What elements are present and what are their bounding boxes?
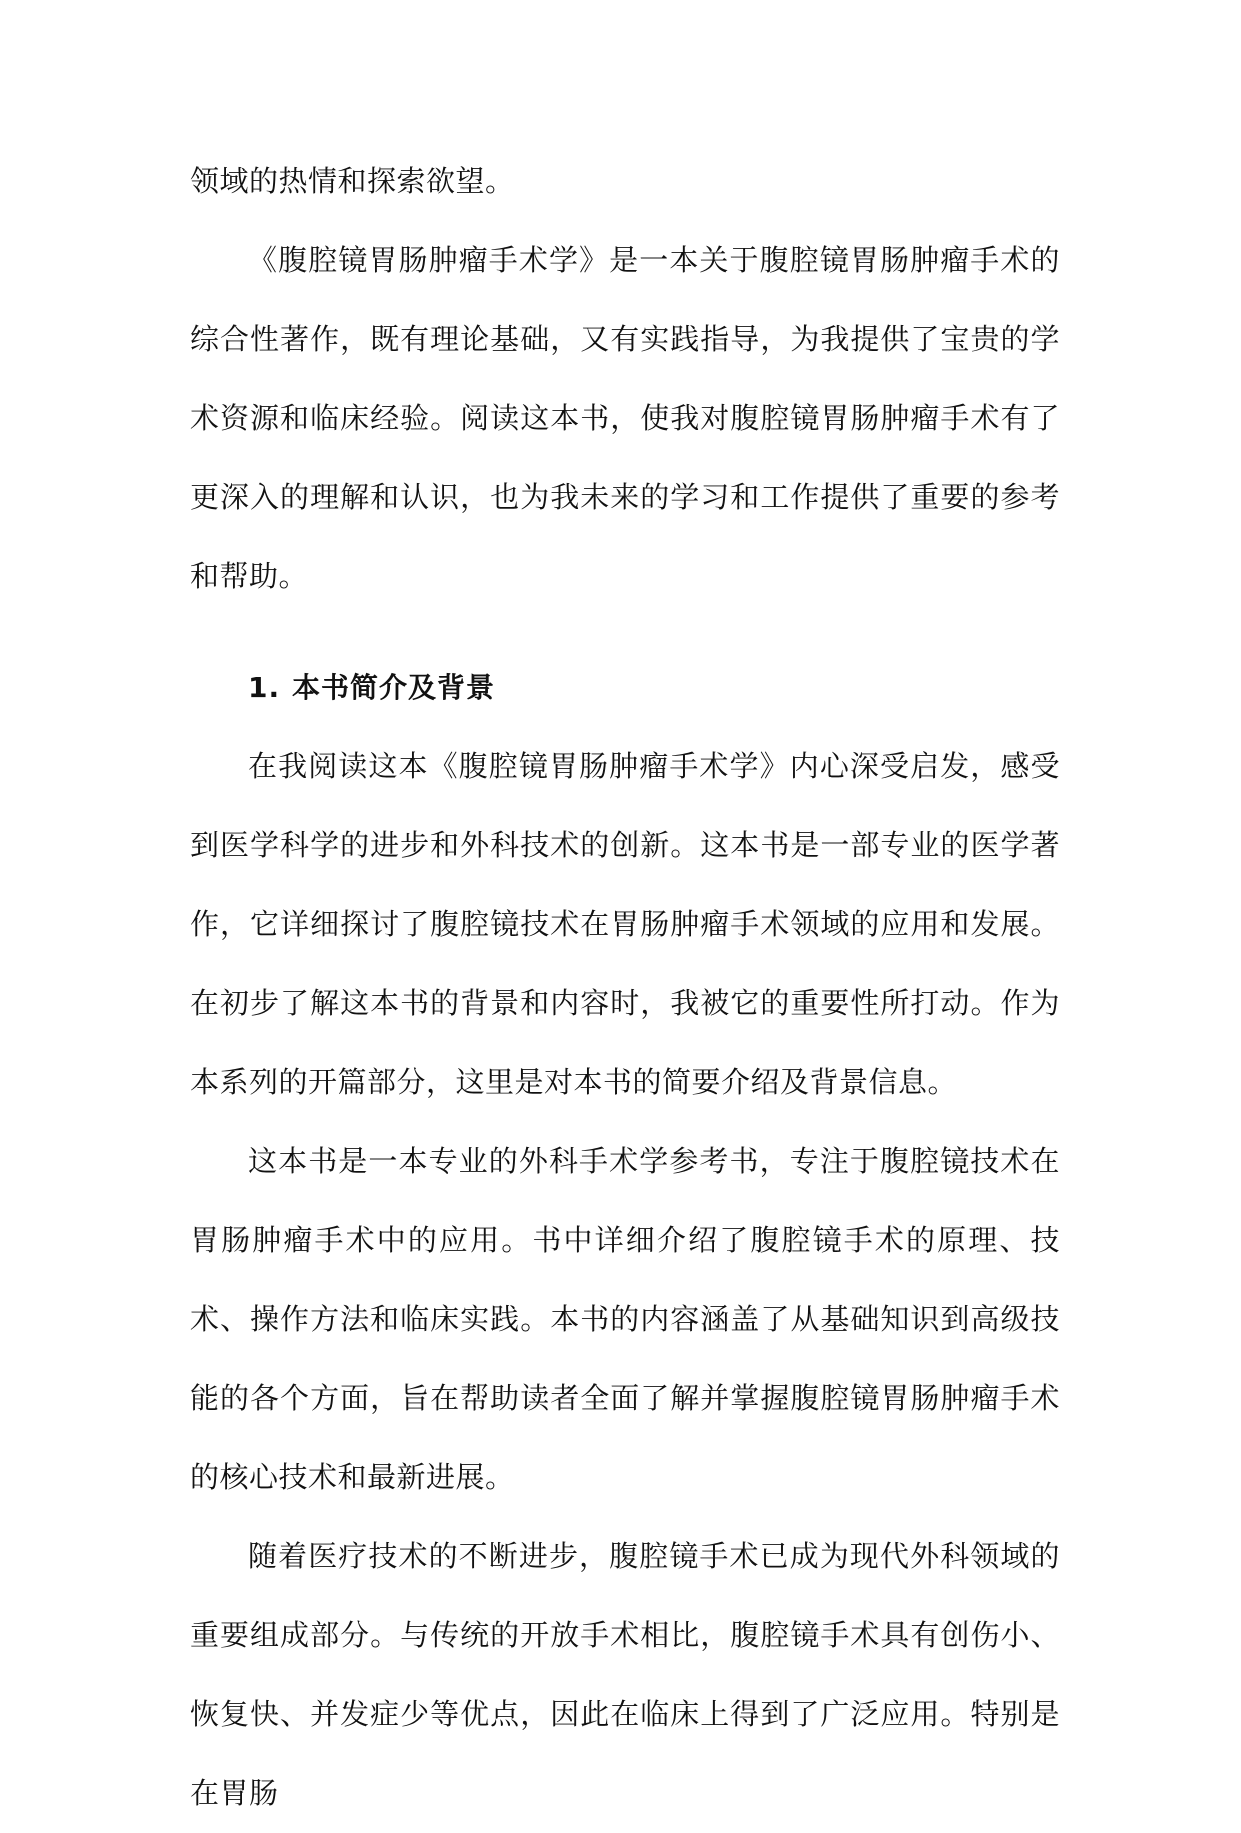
paragraph-book-content: 这本书是一本专业的外科手术学参考书，专注于腹腔镜技术在胃肠肿瘤手术中的应用。书中详细介绍了腹腔镜手术的原理、技术、操作方法和临床实践。本书的内容涵盖了从基础知识到高级技能的各个方面，旨在帮助读者全面了解并掌握腹腔镜胃肠肿瘤手术的核心技术和最新进展。: [190, 1144, 1060, 1494]
document-body: [190, 142, 1060, 1833]
paragraph-continuation: 领域的热情和探索欲望。: [190, 164, 515, 198]
paragraph-book-overview: 《腹腔镜胃肠肿瘤手术学》是一本关于腹腔镜胃肠肿瘤手术的综合性著作，既有理论基础，又有实践指导，为我提供了宝贵的学术资源和临床经验。阅读这本书，使我对腹腔镜胃肠肿瘤手术有了更深入的理解和认识，也为我未来的学习和工作提供了重要的参考和帮助。: [190, 243, 1060, 593]
paragraph-laparoscopy-background: 随着医疗技术的不断进步，腹腔镜手术已成为现代外科领域的重要组成部分。与传统的开放手术相比，腹腔镜手术具有创伤小、恢复快、并发症少等优点，因此在临床上得到了广泛应用。特别是在胃肠: [190, 1539, 1060, 1810]
section-title: 本书简介及背景: [292, 671, 496, 704]
paragraph-reading-impression: 在我阅读这本《腹腔镜胃肠肿瘤手术学》内心深受启发，感受到医学科学的进步和外科技术的创新。这本书是一部专业的医学著作，它详细探讨了腹腔镜技术在胃肠肿瘤手术领域的应用和发展。在初步了解这本书的背景和内容时，我被它的重要性所打动。作为本系列的开篇部分，这里是对本书的简要介绍及背景信息。: [190, 749, 1060, 1099]
section-heading: [190, 648, 1060, 727]
section-number: 1.: [248, 671, 281, 704]
section-spacer: [190, 616, 1060, 648]
